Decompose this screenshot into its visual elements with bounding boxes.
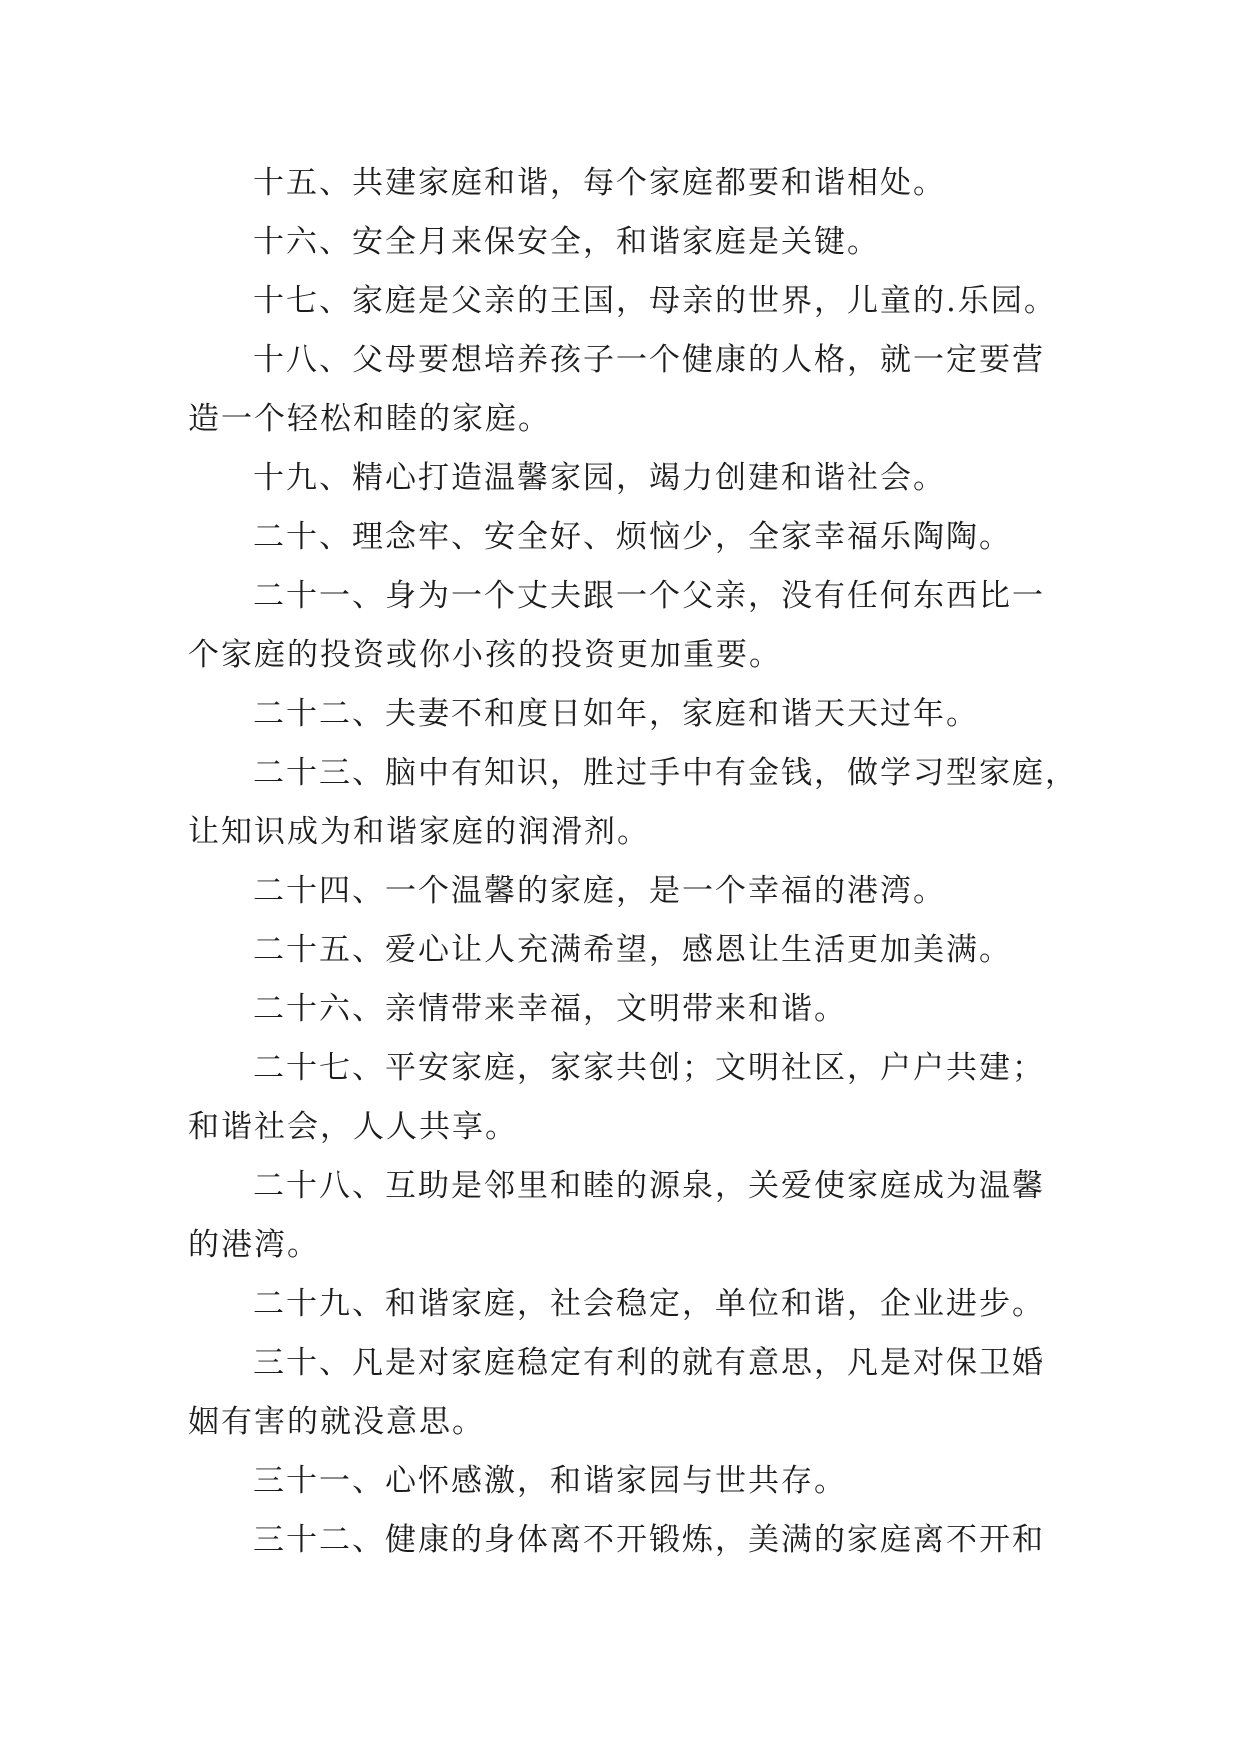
slogan-27-continued: 和谐社会，人人共享。 xyxy=(188,1109,518,1145)
slogan-30: 三十、凡是对家庭稳定有利的就有意思，凡是对保卫婚 xyxy=(253,1345,1045,1381)
slogan-25: 二十五、爱心让人充满希望，感恩让生活更加美满。 xyxy=(253,932,1012,968)
slogan-27: 二十七、平安家庭，家家共创；文明社区，户户共建； xyxy=(253,1050,1045,1086)
slogan-16: 十六、安全月来保安全，和谐家庭是关键。 xyxy=(253,224,880,260)
slogan-17: 十七、家庭是父亲的王国，母亲的世界，儿童的.乐园。 xyxy=(253,283,1057,319)
slogan-21: 二十一、身为一个丈夫跟一个父亲，没有任何东西比一 xyxy=(253,578,1045,614)
slogan-30-continued: 姻有害的就没意思。 xyxy=(188,1404,485,1440)
slogan-19: 十九、精心打造温馨家园，竭力创建和谐社会。 xyxy=(253,460,946,496)
slogan-22: 二十二、夫妻不和度日如年，家庭和谐天天过年。 xyxy=(253,696,979,732)
slogan-26: 二十六、亲情带来幸福，文明带来和谐。 xyxy=(253,991,847,1027)
slogan-29: 二十九、和谐家庭，社会稳定，单位和谐，企业进步。 xyxy=(253,1286,1045,1322)
slogan-23-continued: 让知识成为和谐家庭的润滑剂。 xyxy=(188,814,650,850)
slogan-24: 二十四、一个温馨的家庭，是一个幸福的港湾。 xyxy=(253,873,946,909)
slogan-21-continued: 个家庭的投资或你小孩的投资更加重要。 xyxy=(188,637,782,673)
slogan-28: 二十八、互助是邻里和睦的源泉，关爱使家庭成为温馨 xyxy=(253,1168,1045,1204)
slogan-23: 二十三、脑中有知识，胜过手中有金钱，做学习型家庭， xyxy=(253,755,1078,791)
slogan-31: 三十一、心怀感激，和谐家园与世共存。 xyxy=(253,1463,847,1499)
slogan-20: 二十、理念牢、安全好、烦恼少，全家幸福乐陶陶。 xyxy=(253,519,1012,555)
slogan-28-continued: 的港湾。 xyxy=(188,1227,320,1263)
slogan-32: 三十二、健康的身体离不开锻炼，美满的家庭离不开和 xyxy=(253,1522,1045,1558)
slogan-18: 十八、父母要想培养孩子一个健康的人格，就一定要营 xyxy=(253,342,1045,378)
slogan-15: 十五、共建家庭和谐，每个家庭都要和谐相处。 xyxy=(253,165,946,201)
slogan-18-continued: 造一个轻松和睦的家庭。 xyxy=(188,401,551,437)
